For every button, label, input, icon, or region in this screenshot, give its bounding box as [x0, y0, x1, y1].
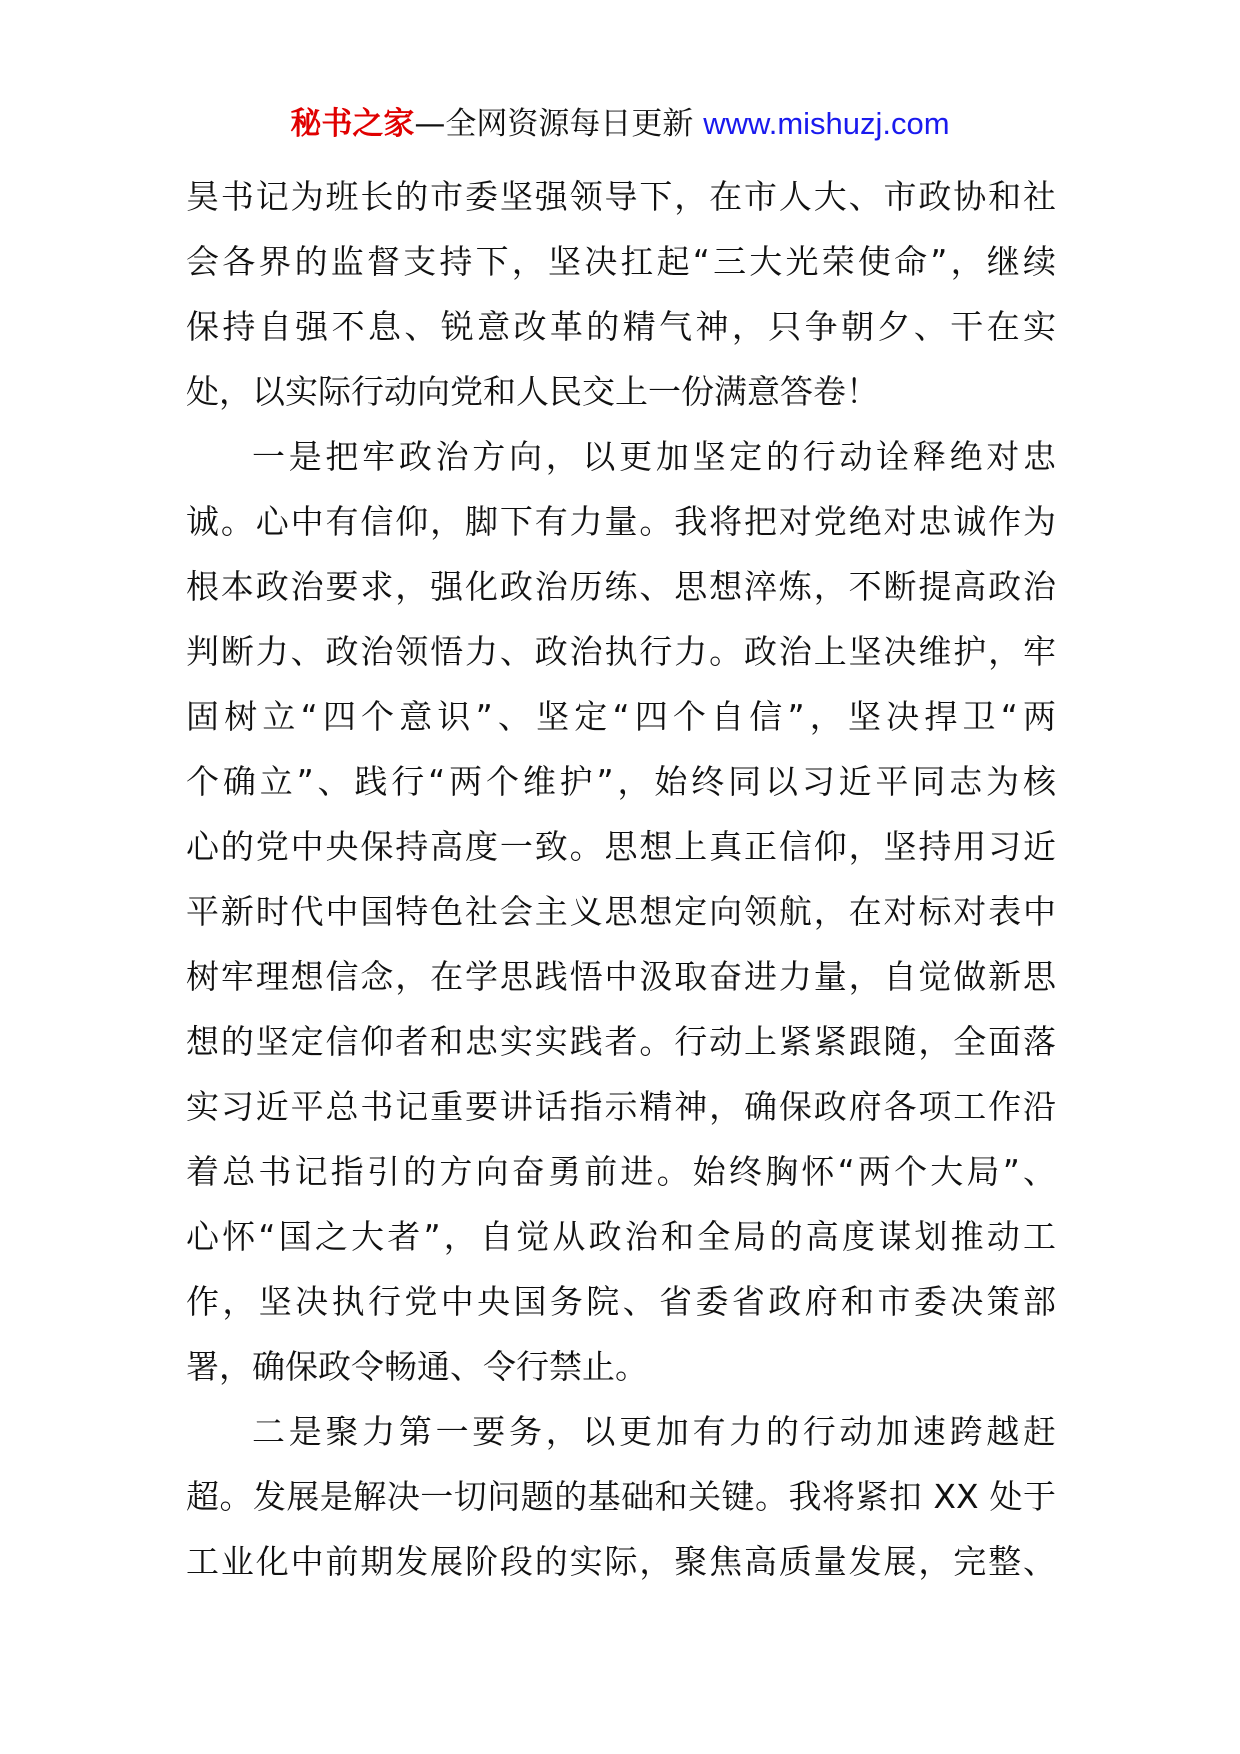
text-line: 昊书记为班长的市委坚强领导下，在市人大、市政协和社 — [186, 177, 1056, 216]
text-line: 着总书记指引的方向奋勇前进。始终胸怀“两个大局”、 — [186, 1152, 1056, 1191]
text-line: 心的党中央保持高度一致。思想上真正信仰，坚持用习近 — [186, 827, 1056, 866]
text-line: 个确立”、践行“两个维护”，始终同以习近平同志为核 — [186, 762, 1056, 801]
text-line: 保持自强不息、锐意改革的精气神，只争朝夕、干在实 — [186, 307, 1056, 346]
document-body — [186, 164, 1056, 1594]
text-line: 想的坚定信仰者和忠实实践者。行动上紧紧跟随，全面落 — [186, 1022, 1056, 1061]
text-line: 心怀“国之大者”，自觉从政治和全局的高度谋划推动工 — [186, 1217, 1056, 1256]
text-line: 会各界的监督支持下，坚决扛起“三大光荣使命”，继续 — [186, 242, 1056, 281]
text-line: 工业化中前期发展阶段的实际，聚焦高质量发展，完整、 — [186, 1542, 1056, 1581]
text-line: 根本政治要求，强化政治历练、思想淬炼，不断提高政治 — [186, 567, 1056, 606]
header-tagline: —全网资源每日更新 — [414, 106, 704, 142]
text-line: 超。发展是解决一切问题的基础和关键。我将紧扣 XX 处于 — [186, 1477, 1056, 1516]
text-line: 树牢理想信念，在学思践悟中汲取奋进力量，自觉做新思 — [186, 957, 1056, 996]
brand-name: 秘书之家 — [290, 106, 415, 142]
text-line: 固树立“四个意识”、坚定“四个自信”，坚决捍卫“两 — [186, 697, 1056, 736]
text-line: 作，坚决执行党中央国务院、省委省政府和市委决策部 — [186, 1282, 1056, 1321]
text-line: 署，确保政令畅通、令行禁止。 — [186, 1347, 648, 1386]
text-line: 平新时代中国特色社会主义思想定向领航，在对标对表中 — [186, 892, 1056, 931]
text-line: 判断力、政治领悟力、政治执行力。政治上坚决维护，牢 — [186, 632, 1056, 671]
page-header — [0, 104, 1240, 144]
website-link[interactable]: www.mishuzj.com — [703, 106, 950, 141]
text-line: 诚。心中有信仰，脚下有力量。我将把对党绝对忠诚作为 — [186, 502, 1056, 541]
paragraph-first-line: 二是聚力第一要务，以更加有力的行动加速跨越赶 — [252, 1412, 1056, 1451]
text-line: 处，以实际行动向党和人民交上一份满意答卷！ — [186, 372, 879, 411]
paragraph-first-line: 一是把牢政治方向，以更加坚定的行动诠释绝对忠 — [252, 437, 1056, 476]
text-line: 实习近平总书记重要讲话指示精神，确保政府各项工作沿 — [186, 1087, 1056, 1126]
